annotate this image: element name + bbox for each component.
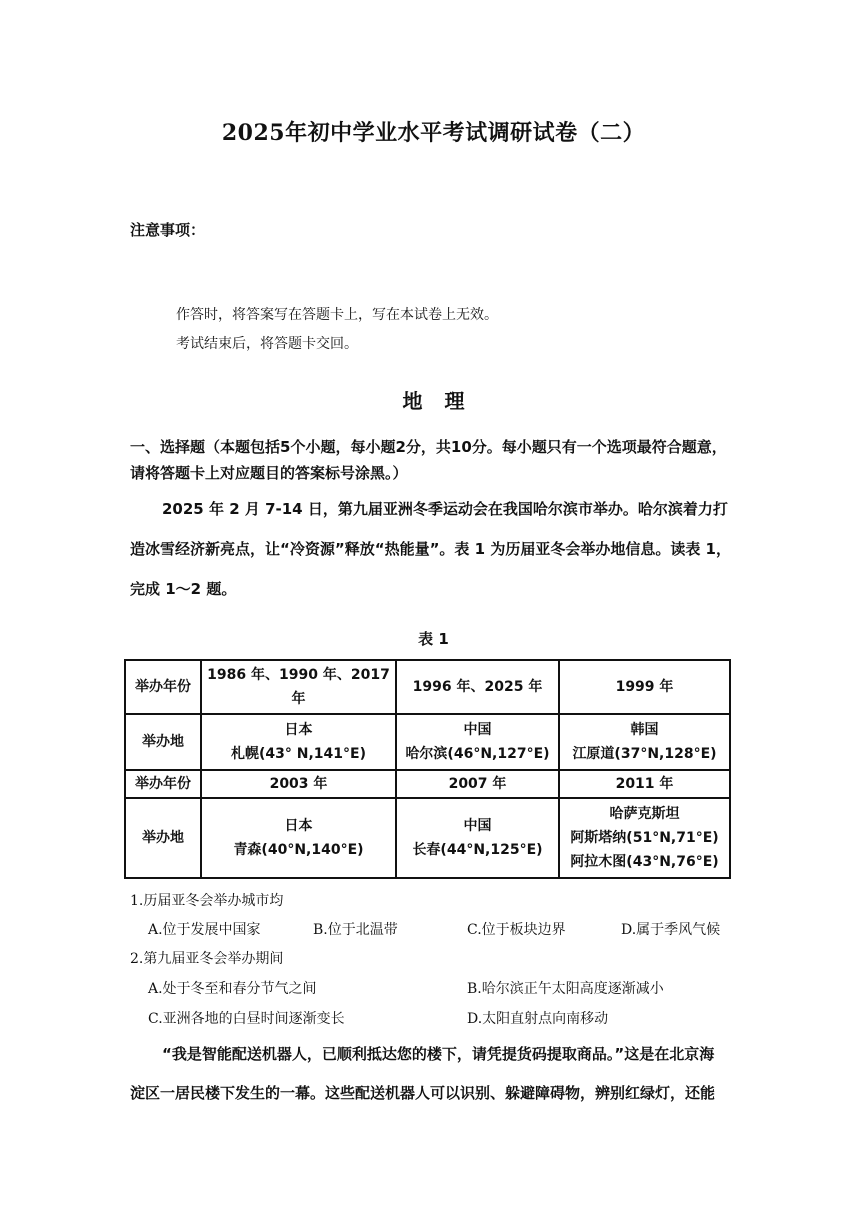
q1-option-d: D.属于季风气候: [621, 922, 721, 938]
question-2-stem: 2.第九届亚冬会举办期间: [130, 951, 284, 967]
notice-item: 作答时，将答案写在答题卡上，写在本试卷上无效。: [176, 307, 498, 323]
notice-item: 考试结束后，将答题卡交回。: [176, 336, 358, 352]
passage2-line: 淀区一居民楼下发生的一幕。这些配送机器人可以识别、躲避障碍物，辨别红绿灯，还能: [130, 1084, 716, 1102]
table-cell: 举办年份: [125, 770, 201, 798]
q2-option-d: D.太阳直射点向南移动: [467, 1011, 609, 1027]
table-row: [125, 714, 730, 770]
section-heading: 一、选择题（本题包括5个小题，每小题2分，共10分。每小题只有一个选项最符合题意，: [130, 438, 727, 456]
q2-option-a: A.处于冬至和春分节气之间: [148, 981, 317, 997]
table-cell: 中国 哈尔滨(46°N,127°E): [396, 714, 559, 770]
table-cell: 中国 长春(44°N,125°E): [396, 798, 559, 878]
table-cell: 举办地: [125, 798, 201, 878]
table-cell: 2011 年: [559, 770, 730, 798]
table-cell: 2003 年: [201, 770, 396, 798]
question-1-stem: 1.历届亚冬会举办城市均: [130, 893, 284, 909]
section-heading-cont: 请将答题卡上对应题目的答案标号涂黑。）: [130, 464, 408, 482]
q2-option-b: B.哈尔滨正午太阳高度逐渐减小: [467, 981, 664, 997]
host-table: [124, 659, 731, 879]
subject-heading: 地理: [402, 389, 487, 413]
table-cell: 举办年份: [125, 660, 201, 714]
page-title: 2025年初中学业水平考试调研试卷（二）: [221, 120, 646, 146]
table-cell: 日本 青森(40°N,140°E): [201, 798, 396, 878]
q1-option-c: C.位于板块边界: [467, 922, 566, 938]
table-cell: 1999 年: [559, 660, 730, 714]
q1-option-a: A.位于发展中国家: [148, 922, 261, 938]
passage1-line: 完成 1～2 题。: [130, 580, 237, 598]
table-cell: 举办地: [125, 714, 201, 770]
table-cell: 2007 年: [396, 770, 559, 798]
table-cell: 1996 年、2025 年: [396, 660, 559, 714]
table-cell: 哈萨克斯坦 阿斯塔纳(51°N,71°E) 阿拉木图(43°N,76°E): [559, 798, 730, 878]
passage2-line: “我是智能配送机器人，已顺利抵达您的楼下，请凭提货码提取商品。”这是在北京海: [162, 1045, 715, 1063]
table-cell: 韩国 江原道(37°N,128°E): [559, 714, 730, 770]
table-row: [125, 660, 730, 714]
table-row: [125, 798, 730, 878]
notice-label: 注意事项：: [130, 221, 206, 239]
table-cell: 1986 年、1990 年、2017 年: [201, 660, 396, 714]
table-caption: 表 1: [418, 630, 449, 648]
table-row: [125, 770, 730, 798]
table-cell: 日本 札幌(43° N,141°E): [201, 714, 396, 770]
passage1-line: 造冰雪经济新亮点，让“冷资源”释放“热能量”。表 1 为历届亚冬会举办地信息。读表 1，: [130, 540, 731, 558]
q2-option-c: C.亚洲各地的白昼时间逐渐变长: [148, 1011, 345, 1027]
passage1-line: 2025 年 2 月 7-14 日，第九届亚洲冬季运动会在我国哈尔滨市举办。哈尔滨着力打: [162, 500, 728, 518]
q1-option-b: B.位于北温带: [313, 922, 398, 938]
